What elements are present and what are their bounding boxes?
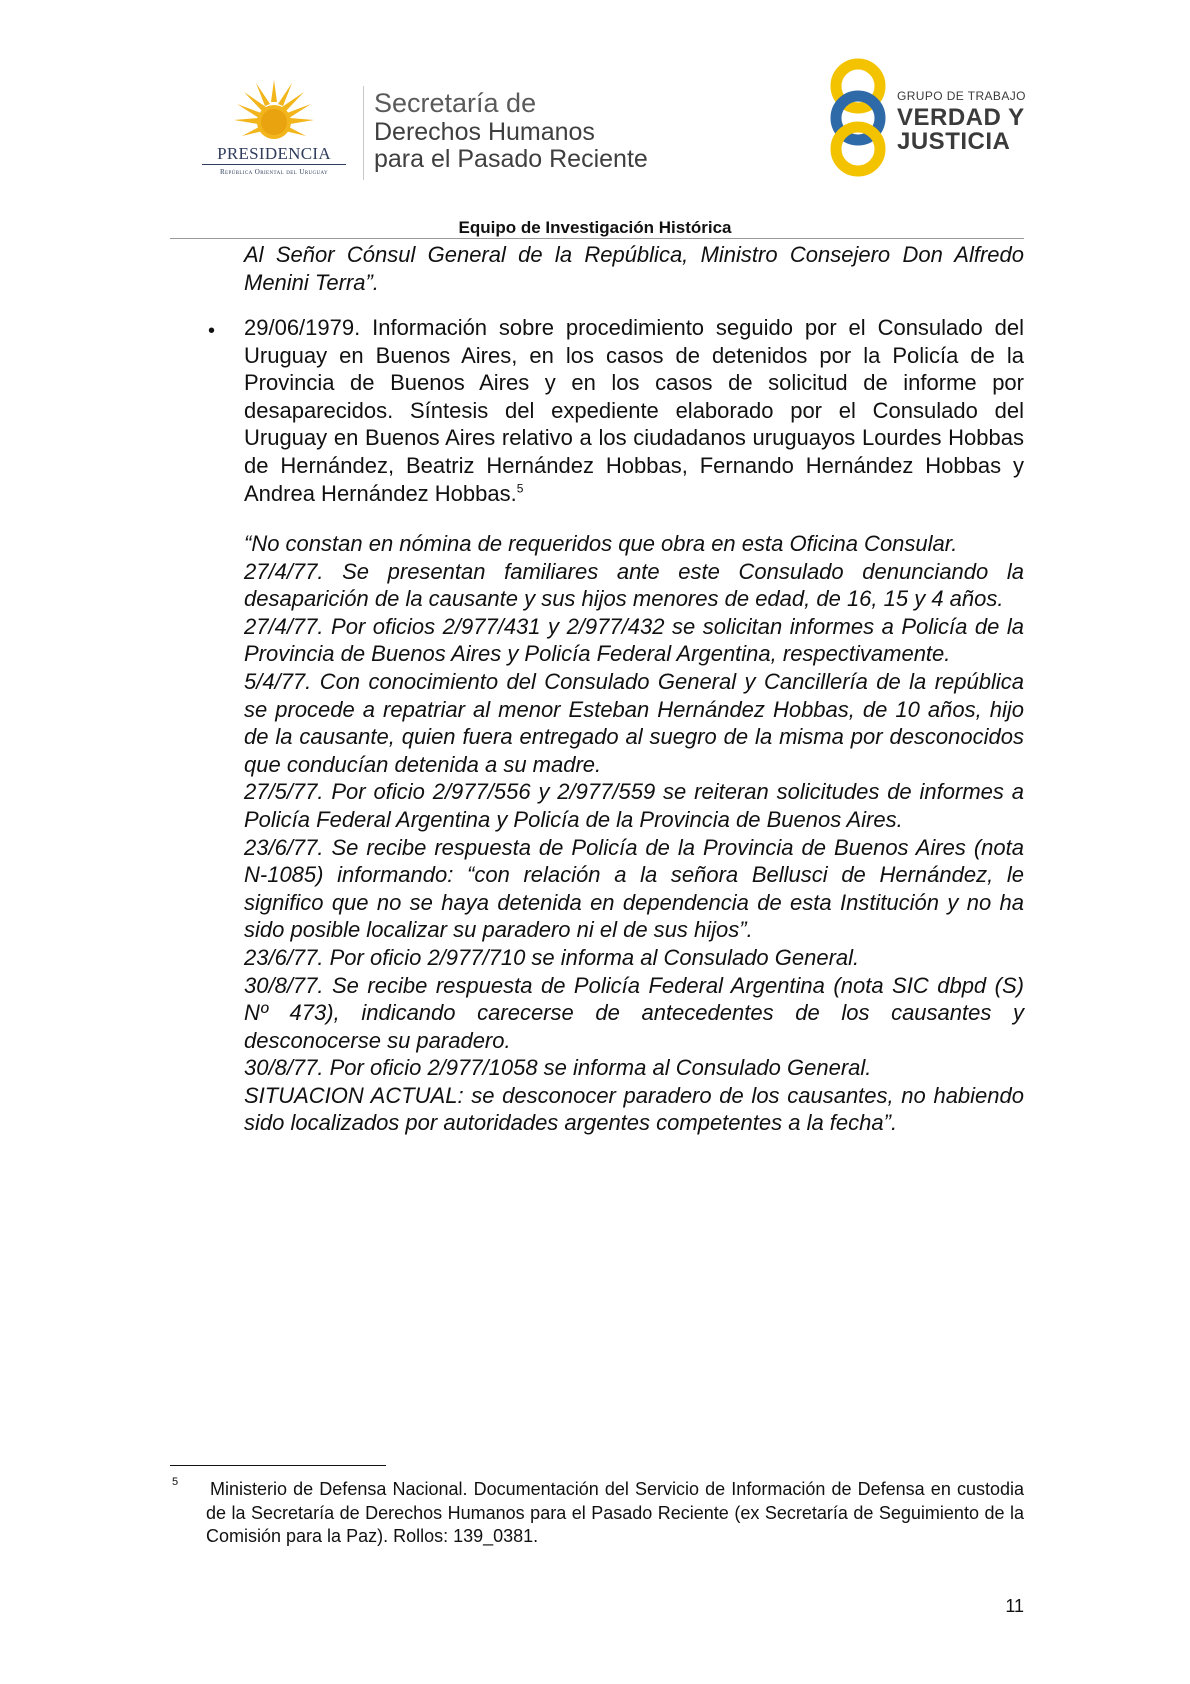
- grupo-line2: VERDAD Y: [897, 104, 1025, 131]
- footnote-text: Ministerio de Defensa Nacional. Documentación del Servicio de Información de Defensa en custodia de la Secretaría de Derechos Humanos para el Pasado Reciente (ex Secretaría de Seguimiento de la Comisión para la Paz). Rollos: 139_0381.: [206, 1479, 1024, 1547]
- quote-line: 30/8/77. Por oficio 2/977/1058 se informa al Consulado General.: [244, 1055, 872, 1081]
- logo-divider: [363, 86, 364, 180]
- page-number: 11: [1005, 1596, 1024, 1616]
- secretaria-line2: Derechos Humanos: [374, 118, 595, 146]
- bullet-marker: •: [208, 320, 216, 342]
- presidencia-name: PRESIDENCIA: [217, 144, 331, 163]
- bullet-text: 29/06/1979. Información sobre procedimiento seguido por el Consulado del Uruguay en Buenos Aires, en los casos de detenidos por la Policía de la Provincia de Buenos Aires y en los casos de solicitud de informe por desaparecidos. Síntesis del expediente elaborado por el Consulado del Uruguay en Buenos Aires relativo a los ciudadanos uruguayos Lourdes Hobbas de Hernández, Beatriz Hernández Hobbas, Fernando Hernández Hobbas y Andrea Hernández Hobbas.: [244, 315, 1024, 506]
- quote-line: 27/4/77. Se presentan familiares ante este Consulado denunciando la desaparición de la causante y sus hijos menores de edad, de 16, 15 y 4 años.: [244, 558, 1024, 612]
- grupo-line1: GRUPO DE TRABAJO: [897, 89, 1026, 103]
- quote-line: 23/6/77. Se recibe respuesta de Policía de la Provincia de Buenos Aires (nota N-1085) informando: “con relación a la señora Bellusci de Hernández, le significo que no se haya detenida en dependencia de esta Institución y no ha sido posible localizar su paradero ni el de sus hijos”.: [244, 834, 1024, 943]
- secretaria-line1: Secretaría de: [374, 88, 537, 118]
- bullet-paragraph: [244, 314, 1024, 507]
- quote-block: [244, 530, 1024, 1137]
- quote-line: 27/4/77. Por oficios 2/977/431 y 2/977/432 se solicitan informes a Policía de la Provincia de Buenos Aires y Policía Federal Argentina, respectivamente.: [244, 613, 1024, 667]
- presidencia-subtitle: República Oriental del Uruguay: [219, 168, 329, 176]
- header-rule: [170, 238, 1024, 239]
- interlocked-rings-icon: [822, 56, 894, 178]
- footnote-rule: [170, 1465, 386, 1466]
- footnote-marker: 5: [172, 1476, 179, 1488]
- uruguay-sun-icon: [234, 80, 314, 142]
- secretaria-logo-text: [374, 88, 714, 173]
- presidencia-logo: [196, 80, 352, 180]
- quote-line: SITUACION ACTUAL: se desconocer paradero de los causantes, no habiendo sido localizados por autoridades argentes competentes a la fecha”.: [244, 1082, 1024, 1136]
- team-heading: Equipo de Investigación Histórica: [458, 218, 732, 237]
- quote-line: 5/4/77. Con conocimiento del Consulado General y Cancillería de la república se procede a repatriar al menor Esteban Hernández Hobbas, de 10 años, hijo de la causante, quien fuera entregado al suegro de la misma por desconocidos que conducían detenida a su madre.: [244, 668, 1024, 777]
- verdad-justicia-logo: [822, 56, 1032, 178]
- secretaria-line3: para el Pasado Reciente: [374, 145, 648, 173]
- quote-line: 27/5/77. Por oficio 2/977/556 y 2/977/559 se reiteran solicitudes de informes a Policía Federal Argentina y Policía de la Provincia de Buenos Aires.: [244, 779, 1024, 832]
- carryover-paragraph: Al Señor Cónsul General de la República, Ministro Consejero Don Alfredo Menini Terra”.: [244, 242, 1024, 295]
- presidencia-rule: [202, 164, 346, 165]
- quote-line: 30/8/77. Se recibe respuesta de Policía Federal Argentina (nota SIC dbpd (S) Nº 473), indicando carecerse de antecedentes de los causantes y desconocerse su paradero.: [244, 972, 1024, 1053]
- footnote-ref: 5: [516, 481, 524, 496]
- quote-line: 23/6/77. Por oficio 2/977/710 se informa al Consulado General.: [244, 944, 860, 970]
- grupo-line3: JUSTICIA: [897, 128, 1011, 155]
- quote-line: “No constan en nómina de requeridos que obra en esta Oficina Consular.: [244, 531, 958, 556]
